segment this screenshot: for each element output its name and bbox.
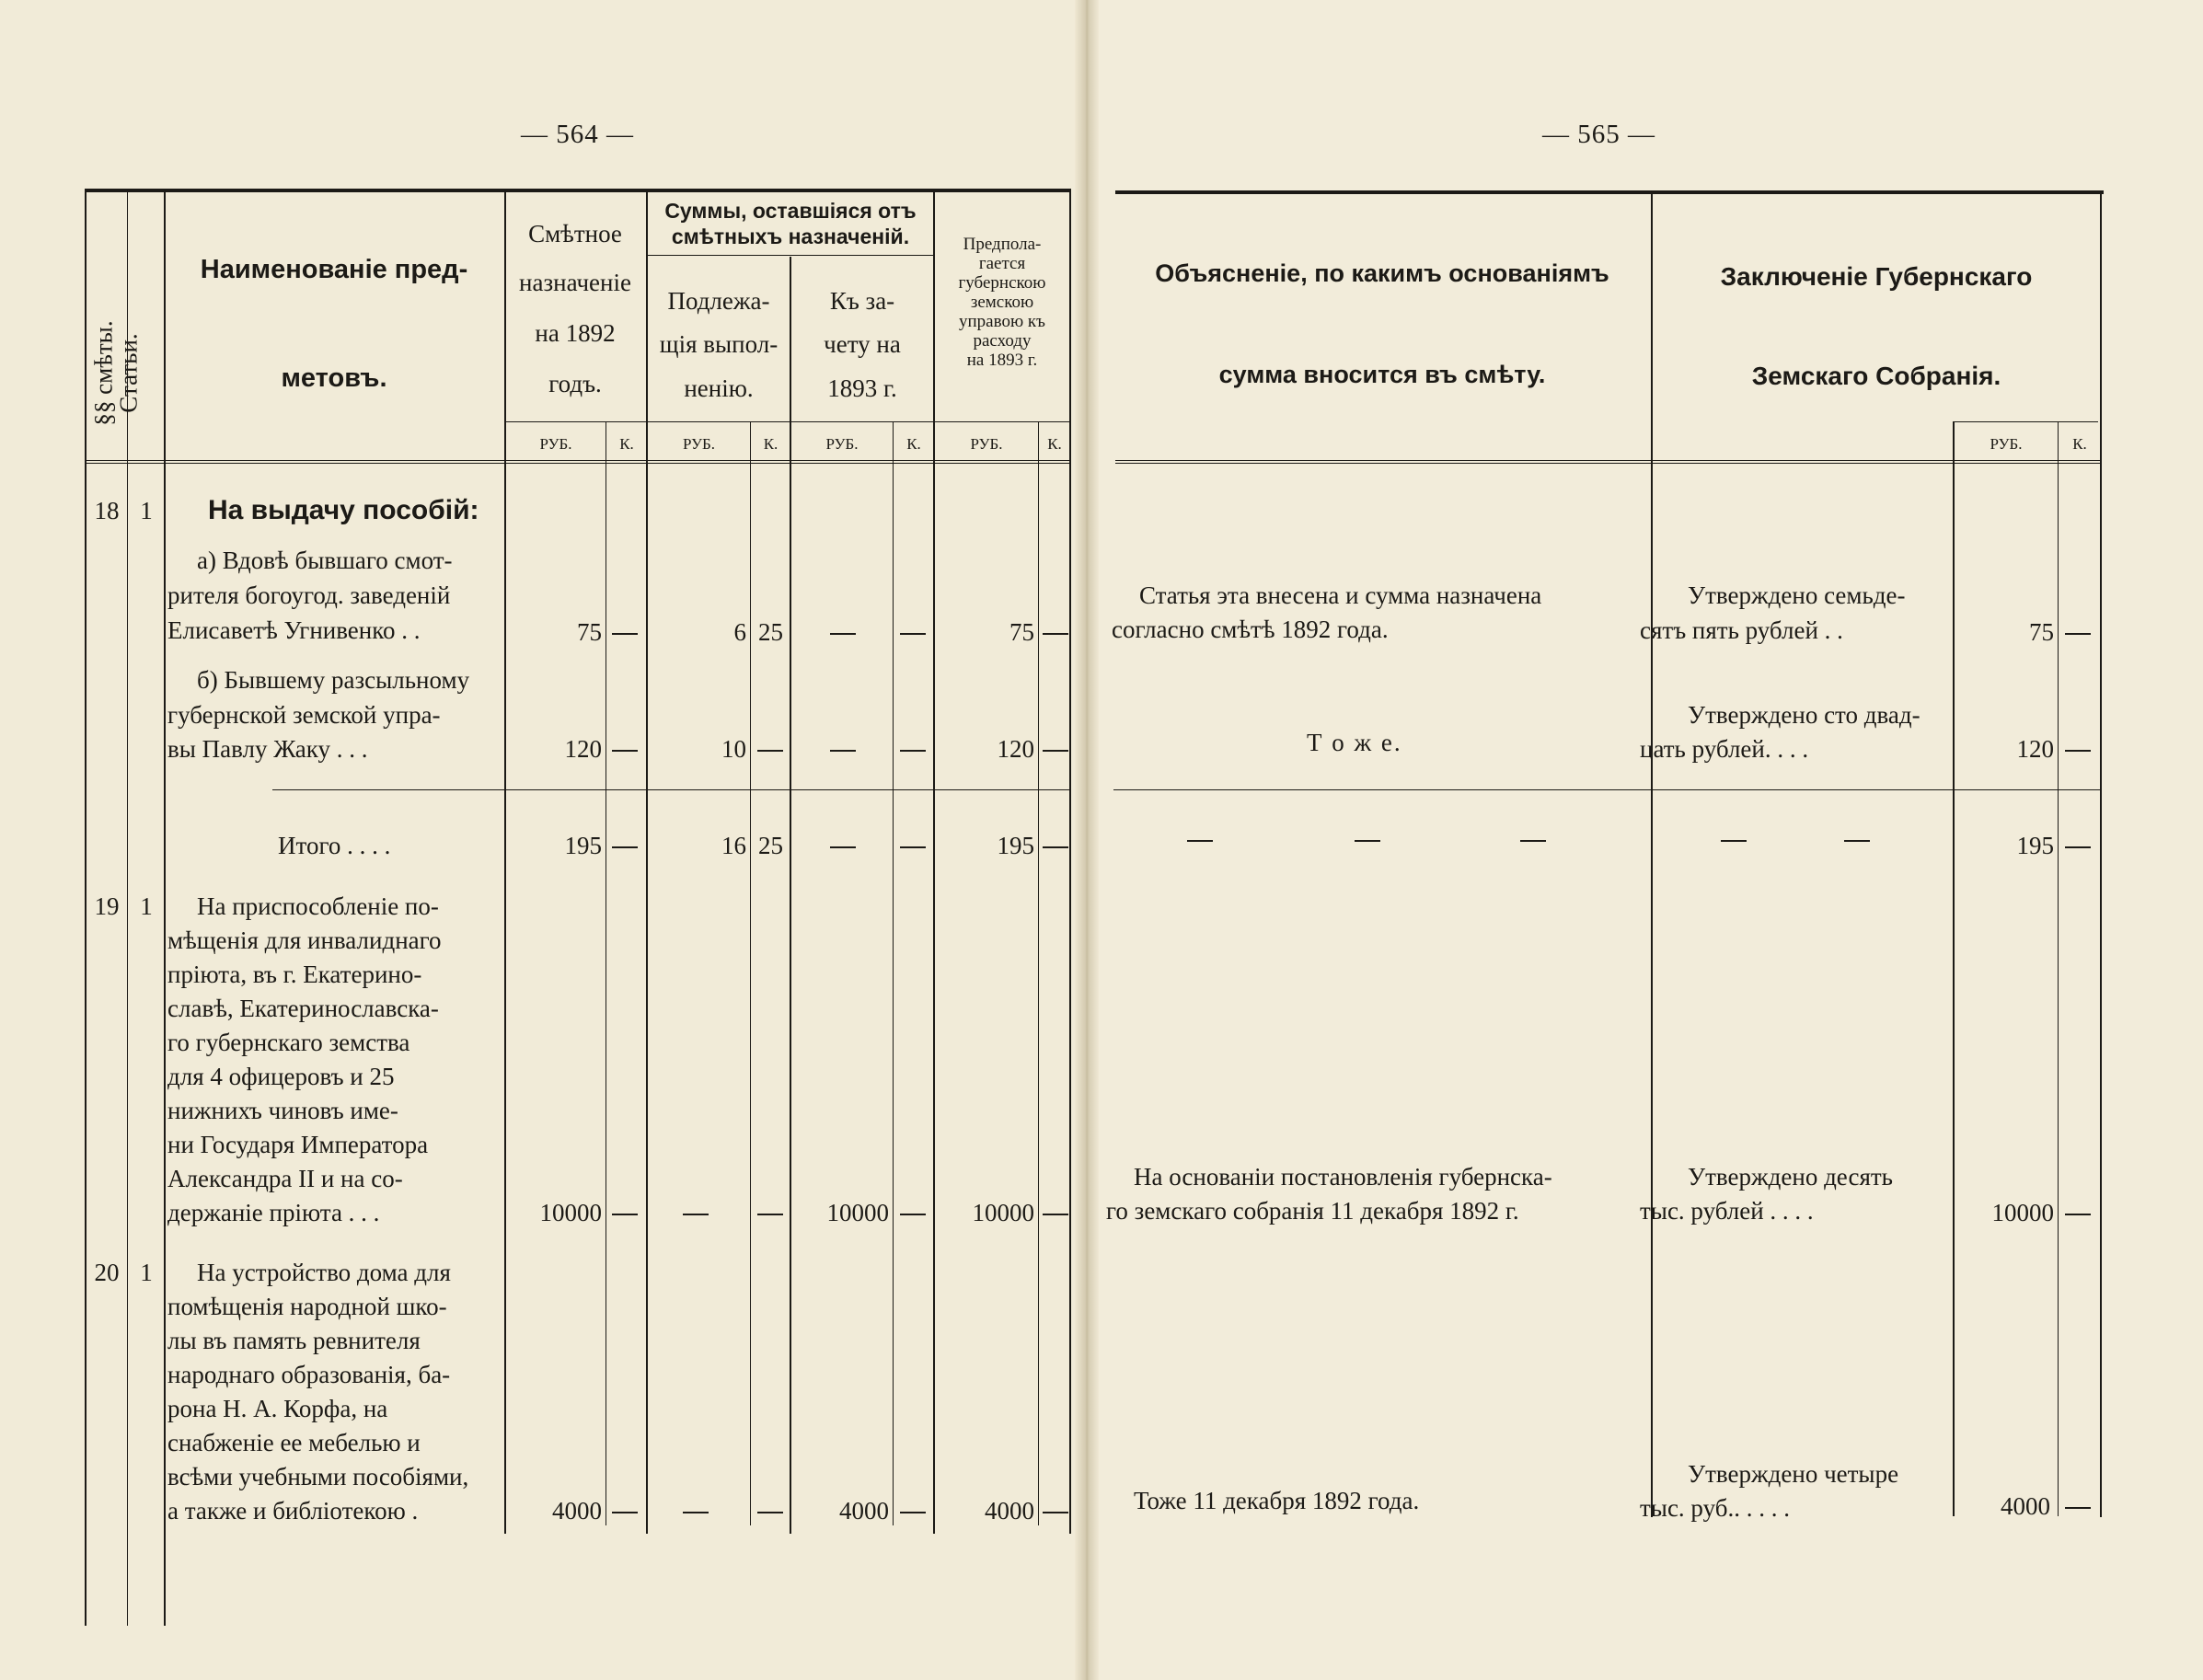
col-header-smety: §§ смѣты. bbox=[89, 320, 118, 426]
dash bbox=[900, 846, 926, 848]
row18a-conclusion-2: сятъ пять рублей . . bbox=[1640, 616, 1843, 644]
rub-label: РУБ. bbox=[682, 435, 716, 453]
row18b-line-2: губернской земской упра- bbox=[167, 701, 441, 729]
total-assign-rub: 195 bbox=[564, 832, 602, 859]
table-top-rule bbox=[1115, 190, 2104, 194]
kop-label: К. bbox=[619, 435, 634, 453]
rub-row-rule bbox=[1953, 421, 2098, 422]
row18b-execute-rub: 10 bbox=[721, 735, 746, 763]
row20-approved-rub: 4000 bbox=[2001, 1492, 2050, 1520]
row19-conclusion-2: тыс. рублей . . . . bbox=[1640, 1197, 1814, 1225]
rub-label: РУБ. bbox=[539, 435, 572, 453]
col-header-credit-3: 1893 г. bbox=[827, 374, 897, 402]
row19-line-9: Александра II и на со- bbox=[167, 1165, 403, 1192]
row18a-line-2: рителя богоугод. заведеній bbox=[167, 581, 451, 609]
header-bottom-rule bbox=[85, 460, 1071, 464]
dash bbox=[830, 846, 856, 848]
vrule bbox=[1038, 421, 1039, 1525]
col-header-execute-3: ненію. bbox=[684, 374, 754, 402]
dash bbox=[900, 750, 926, 752]
row19-line-8: ни Государя Императора bbox=[167, 1131, 429, 1158]
row18b-proposed-rub: 120 bbox=[997, 735, 1034, 763]
col-header-proposed-1: Предпола- bbox=[963, 235, 1042, 254]
row18-smeta-num: 18 bbox=[94, 497, 120, 524]
row20-line-7: всѣми учебными пособіями, bbox=[167, 1463, 469, 1490]
dash bbox=[1043, 633, 1068, 635]
kop-label: К. bbox=[2072, 435, 2087, 453]
row19-line-6: для 4 офицеровъ и 25 bbox=[167, 1063, 395, 1090]
row18a-line-3: Елисаветѣ Угнивенко . . bbox=[167, 616, 421, 644]
col-header-conclusion-1: Заключеніе Губернскаго bbox=[1720, 262, 2033, 291]
dash bbox=[683, 1512, 709, 1513]
row19-conclusion-1: Утверждено десять bbox=[1688, 1163, 1893, 1191]
total-label: Итого . . . . bbox=[278, 832, 391, 859]
row20-line-3: лы въ память ревнителя bbox=[167, 1327, 421, 1354]
dash bbox=[612, 1512, 638, 1513]
dash bbox=[1043, 1512, 1068, 1513]
rub-label: РУБ. bbox=[825, 435, 859, 453]
col-header-remain-1: Суммы, оставшіяся отъ bbox=[664, 199, 917, 223]
row19-line-7: нижнихъ чиновъ име- bbox=[167, 1097, 398, 1124]
col-header-credit-2: чету на bbox=[824, 330, 901, 358]
col-header-assign-1: Смѣтное bbox=[528, 220, 622, 247]
row20-article-num: 1 bbox=[140, 1259, 153, 1286]
vrule bbox=[164, 190, 166, 1626]
row19-line-4: славѣ, Екатеринославска- bbox=[167, 995, 439, 1022]
dash bbox=[757, 1214, 783, 1215]
dash bbox=[1043, 846, 1068, 848]
row18a-approved-rub: 75 bbox=[2029, 618, 2054, 646]
vrule bbox=[933, 190, 935, 1534]
row18a-explanation-2: согласно смѣтѣ 1892 года. bbox=[1112, 616, 1389, 643]
vrule bbox=[1069, 190, 1071, 1534]
col-header-proposed-4: земскою bbox=[970, 293, 1034, 312]
rub-label: РУБ. bbox=[1990, 435, 2023, 453]
rub-row-rule bbox=[504, 421, 1071, 422]
dash bbox=[612, 846, 638, 848]
row18-article-num: 1 bbox=[140, 497, 153, 524]
row20-line-2: помѣщенія народной шко- bbox=[167, 1293, 447, 1320]
col-header-explanation-1: Объясненіе, по какимъ основаніямъ bbox=[1155, 259, 1609, 287]
col-header-name-2: метовъ. bbox=[281, 363, 387, 393]
total-proposed-rub: 195 bbox=[997, 832, 1034, 859]
dash bbox=[683, 1214, 709, 1215]
col-header-remain-2: смѣтныхъ назначеній. bbox=[671, 224, 910, 248]
total-approved-rub: 195 bbox=[2016, 832, 2054, 859]
row18a-execute-rub: 6 bbox=[733, 618, 746, 646]
row18a-execute-kop: 25 bbox=[758, 618, 783, 646]
dash bbox=[757, 750, 783, 752]
row20-credit-rub: 4000 bbox=[839, 1497, 889, 1525]
row20-line-5: рона Н. А. Корфа, на bbox=[167, 1395, 388, 1422]
col-header-execute-1: Подлежа- bbox=[667, 287, 770, 315]
dash bbox=[757, 1512, 783, 1513]
dash bbox=[2065, 750, 2091, 752]
dash bbox=[900, 633, 926, 635]
row18b-approved-rub: 120 bbox=[2016, 735, 2054, 763]
row18b-explanation: Т о ж е. bbox=[1307, 729, 1402, 756]
vrule bbox=[2100, 192, 2102, 1517]
dash bbox=[1187, 840, 1213, 842]
vrule bbox=[750, 421, 751, 1525]
dash bbox=[830, 633, 856, 635]
page-number-left: — 564 — bbox=[521, 120, 634, 149]
col-header-name-1: Наименованіе пред- bbox=[200, 255, 468, 284]
col-header-assign-2: назначеніе bbox=[519, 269, 631, 296]
row18a-explanation-1: Статья эта внесена и сумма назначена bbox=[1139, 581, 1542, 609]
row18a-conclusion-1: Утверждено семьде- bbox=[1688, 581, 1906, 609]
col-header-credit-1: Къ за- bbox=[829, 287, 895, 315]
dash bbox=[1043, 1214, 1068, 1215]
row19-line-2: мѣщенія для инвалиднаго bbox=[167, 926, 442, 954]
dash bbox=[612, 750, 638, 752]
row19-line-3: пріюта, въ г. Екатерино- bbox=[167, 961, 422, 988]
row19-proposed-rub: 10000 bbox=[972, 1199, 1034, 1226]
col-header-assign-3: на 1892 bbox=[535, 319, 616, 347]
col-header-proposed-5: управою къ bbox=[959, 312, 1045, 331]
dash bbox=[1721, 840, 1747, 842]
total-execute-rub: 16 bbox=[721, 832, 746, 859]
row20-explanation: Тоже 11 декабря 1892 года. bbox=[1134, 1487, 1420, 1514]
row20-line-8: а также и библіотекою . bbox=[167, 1497, 419, 1525]
vrule bbox=[1953, 421, 1955, 1516]
col-header-explanation-2: сумма вносится въ смѣту. bbox=[1218, 361, 1546, 388]
dash bbox=[2065, 1214, 2091, 1215]
row20-smeta-num: 20 bbox=[94, 1259, 120, 1286]
row19-credit-rub: 10000 bbox=[826, 1199, 889, 1226]
row20-line-4: народнаго образованія, ба- bbox=[167, 1361, 451, 1388]
dash bbox=[1043, 750, 1068, 752]
row20-proposed-rub: 4000 bbox=[985, 1497, 1034, 1525]
kop-label: К. bbox=[906, 435, 921, 453]
dash bbox=[900, 1214, 926, 1215]
vrule bbox=[893, 421, 894, 1525]
dash bbox=[612, 633, 638, 635]
row18a-line-1: а) Вдовѣ бывшаго смот- bbox=[197, 547, 453, 574]
col-header-assign-4: годъ. bbox=[548, 370, 602, 397]
subtotal-rule bbox=[272, 789, 1069, 790]
rub-label: РУБ. bbox=[970, 435, 1003, 453]
dash bbox=[830, 750, 856, 752]
col-header-proposed-6: расходу bbox=[973, 331, 1032, 351]
dash bbox=[1355, 840, 1380, 842]
table-top-rule bbox=[85, 189, 1071, 192]
row20-conclusion-1: Утверждено четыре bbox=[1688, 1460, 1899, 1488]
row18a-proposed-rub: 75 bbox=[1009, 618, 1034, 646]
col-header-proposed-2: гается bbox=[978, 254, 1026, 273]
dash bbox=[2065, 1507, 2091, 1509]
dash bbox=[2065, 633, 2091, 635]
row20-line-6: снабженіе ее мебелью и bbox=[167, 1429, 421, 1456]
row18b-line-1: б) Бывшему разсыльному bbox=[197, 666, 470, 694]
col-header-proposed-7: на 1893 г. bbox=[966, 351, 1038, 370]
row19-line-5: го губернскаго земства bbox=[167, 1029, 410, 1056]
dash bbox=[1844, 840, 1870, 842]
total-execute-kop: 25 bbox=[758, 832, 783, 859]
row20-line-1: На устройство дома для bbox=[197, 1259, 451, 1286]
col-header-conclusion-2: Земскаго Собранія. bbox=[1751, 362, 2001, 390]
row19-explanation-2: го земскаго собранія 11 декабря 1892 г. bbox=[1106, 1197, 1519, 1225]
row19-line-1: На приспособленіе по- bbox=[197, 892, 439, 920]
row20-assign-rub: 4000 bbox=[552, 1497, 602, 1525]
dash bbox=[2065, 846, 2091, 848]
row20-conclusion-2: тыс. руб.. . . . . bbox=[1640, 1494, 1790, 1522]
page-number-right: — 565 — bbox=[1542, 120, 1655, 149]
row19-article-num: 1 bbox=[140, 892, 153, 920]
remain-header-rule bbox=[648, 255, 935, 256]
dash bbox=[1520, 840, 1546, 842]
dash bbox=[612, 1214, 638, 1215]
kop-label: К. bbox=[1047, 435, 1062, 453]
row18a-assign-rub: 75 bbox=[577, 618, 602, 646]
row18b-conclusion-1: Утверждено сто двад- bbox=[1688, 701, 1920, 729]
row19-approved-rub: 10000 bbox=[1991, 1199, 2054, 1226]
row19-assign-rub: 10000 bbox=[539, 1199, 602, 1226]
row18-title: На выдачу пособій: bbox=[208, 495, 479, 525]
col-header-proposed-3: губернскою bbox=[958, 273, 1046, 293]
row18b-assign-rub: 120 bbox=[564, 735, 602, 763]
row19-line-10: держаніе пріюта . . . bbox=[167, 1199, 380, 1226]
row18b-conclusion-2: цать рублей. . . . bbox=[1640, 735, 1809, 763]
col-header-stati: Статьи. bbox=[114, 333, 143, 413]
row19-explanation-1: На основаніи постановленія губернска- bbox=[1134, 1163, 1552, 1191]
vrule bbox=[2058, 421, 2059, 1516]
row18b-line-3: вы Павлу Жаку . . . bbox=[167, 735, 368, 763]
col-header-execute-2: щія выпол- bbox=[659, 330, 779, 358]
dash bbox=[900, 1512, 926, 1513]
row19-smeta-num: 19 bbox=[94, 892, 120, 920]
kop-label: К. bbox=[763, 435, 779, 453]
book-gutter bbox=[1075, 0, 1099, 1680]
